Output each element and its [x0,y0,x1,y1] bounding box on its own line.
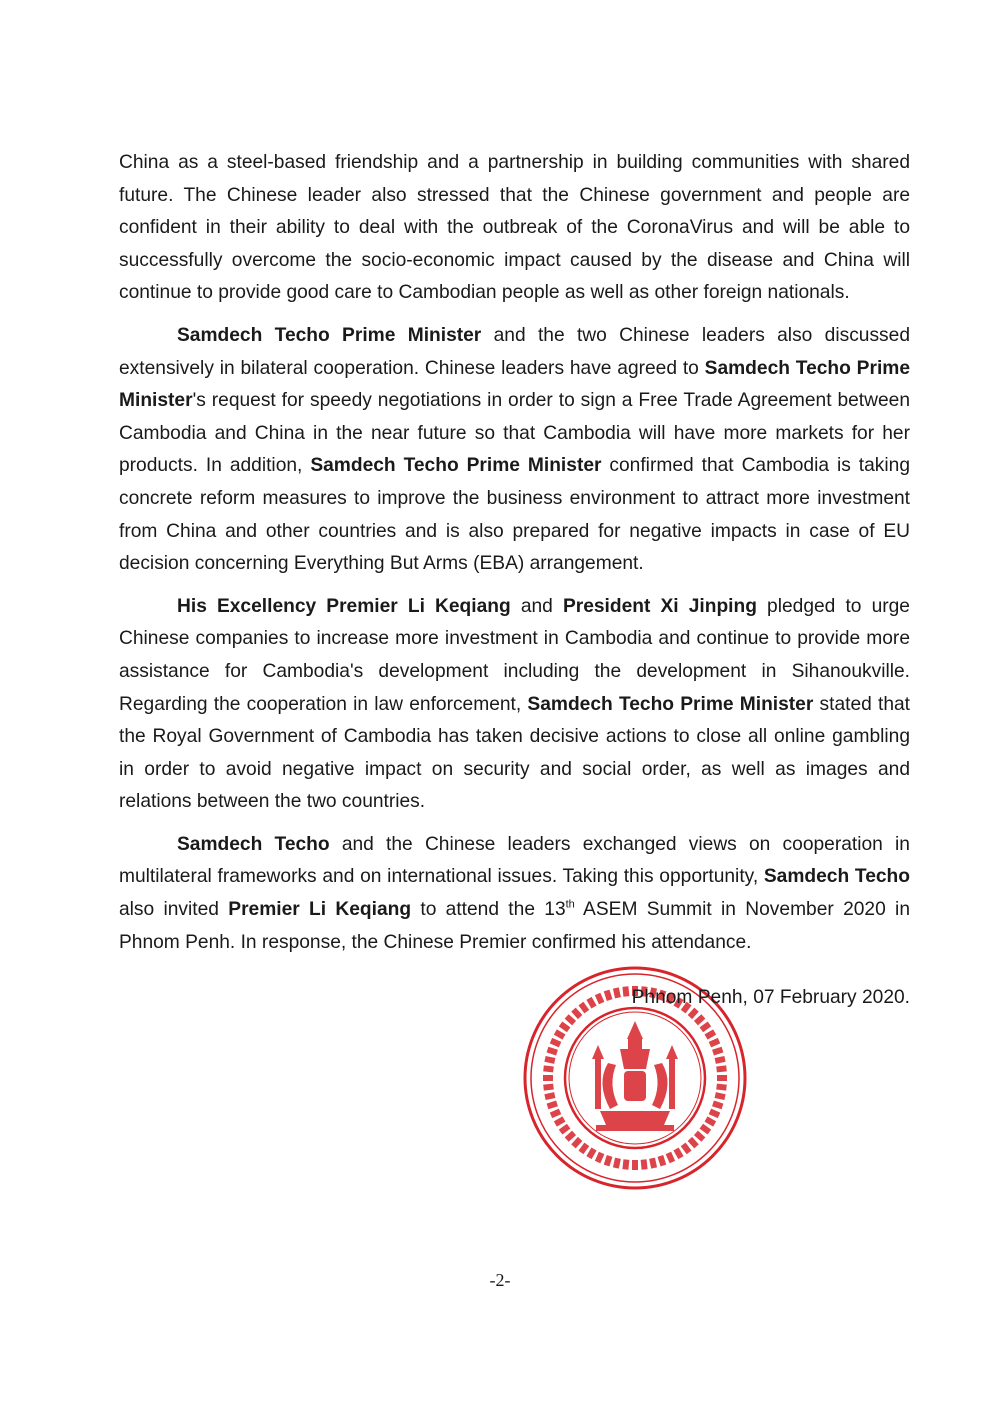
text-run: confirmed that Cambodia is taking concrete reform measures to improve the business environment to attract more investment from China and other countries and is also prepared for negative impacts in case of EU decision concerning Everything But Arms (EBA) arrangement. [119,455,910,575]
bold-name-text: Samdech Techo Prime Minister [119,357,911,412]
text-run: pledged to urge Chinese companies to increase more investment in Cambodia and continue to provide more assistance for Cambodia's development including the development in Sihanoukville. Regarding the cooperation in law enforcement, [119,595,910,715]
text-run: and the Chinese leaders exchanged views on cooperation in multilateral frameworks and on international issues. Taking this opportunity, [119,833,910,888]
text-run: China as a steel-based friendship and a partnership in building communities with shared future. The Chinese leader also stressed that the Chinese government and people are confident in their ability to deal with the outbreak of the CoronaVirus and will be able to successfully overcome the socio-economic impact caused by the disease and China will continue to provide good care to Cambodian people as well as other foreign nationals. [119,152,910,304]
text-run: and [510,595,563,617]
paragraph [119,320,910,581]
bold-name-text: Samdech Techo Prime Minister [310,455,602,477]
text-run: 's request for speedy negotiations in order to sign a Free Trade Agreement between Cambodia and China in the near future so that Cambodia will have more markets for her products. In addition, [119,390,910,477]
superscript-text: th [565,898,575,911]
bold-name-text: Premier Li Keqiang [228,899,412,921]
page-number: -2- [489,1270,511,1290]
bold-name-text: Samdech Techo Prime Minister [527,693,814,715]
bold-name-text: His Excellency Premier Li Keqiang [177,595,511,617]
dateline: Phnom Penh, 07 February 2020. [631,987,910,1008]
document-body [119,147,910,969]
text-run: ASEM Summit in November 2020 in Phnom Penh. In response, the Chinese Premier confirmed his attendance. [119,899,910,953]
text-run: to attend the 13 [411,899,566,921]
bold-name-text: President Xi Jinping [562,595,757,617]
text-run: also invited [119,899,229,921]
text-run: stated that the Royal Government of Cambodia has taken decisive actions to close all online gambling in order to avoid negative impact on security and social order, as well as images and relations between the two countries. [119,693,911,813]
paragraph [119,829,910,959]
paragraph [119,147,910,310]
paragraph [119,591,910,819]
bold-name-text: Samdech Techo Prime Minister [177,324,482,346]
bold-name-text: Samdech Techo [763,866,910,888]
text-run: and the two Chinese leaders also discussed extensively in bilateral cooperation. Chinese leaders have agreed to [119,324,910,379]
bold-name-text: Samdech Techo [177,833,330,855]
